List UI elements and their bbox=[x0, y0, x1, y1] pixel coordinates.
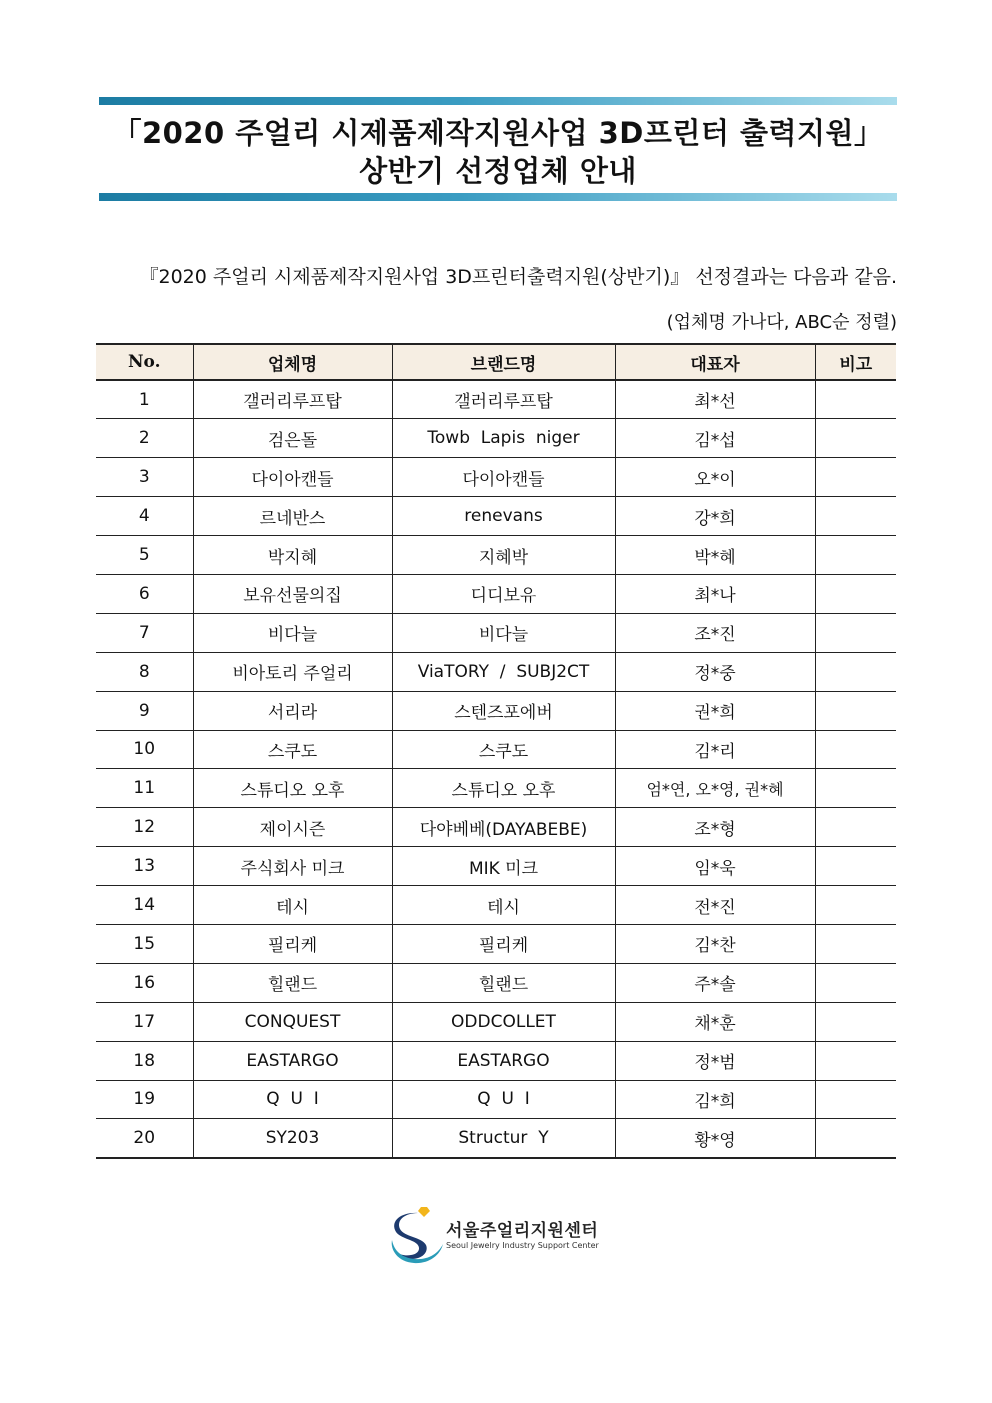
cell-representative: 김*찬 bbox=[615, 924, 815, 963]
table-row bbox=[96, 691, 896, 730]
cell-company: 스튜디오 오후 bbox=[193, 769, 392, 808]
cell-company: EASTARGO bbox=[193, 1041, 392, 1080]
cell-brand: 필리케 bbox=[392, 924, 615, 963]
cell-brand: 힐랜드 bbox=[392, 963, 615, 1002]
cell-company: 비다늘 bbox=[193, 613, 392, 652]
cell-no: 16 bbox=[96, 963, 193, 1002]
cell-brand: Structur Y bbox=[392, 1119, 615, 1158]
cell-no: 20 bbox=[96, 1119, 193, 1158]
cell-no: 19 bbox=[96, 1080, 193, 1119]
cell-company: 갤러리루프탑 bbox=[193, 380, 392, 419]
header-remarks: 비고 bbox=[815, 344, 896, 380]
cell-remarks bbox=[815, 1041, 896, 1080]
table-row bbox=[96, 808, 896, 847]
cell-brand: 스쿠도 bbox=[392, 730, 615, 769]
cell-company: CONQUEST bbox=[193, 1002, 392, 1041]
cell-no: 13 bbox=[96, 847, 193, 886]
cell-company: 박지혜 bbox=[193, 536, 392, 575]
cell-representative: 정*중 bbox=[615, 652, 815, 691]
cell-brand: Q U I bbox=[392, 1080, 615, 1119]
cell-remarks bbox=[815, 536, 896, 575]
cell-representative: 정*범 bbox=[615, 1041, 815, 1080]
cell-no: 14 bbox=[96, 886, 193, 925]
cell-remarks bbox=[815, 574, 896, 613]
cell-brand: 스텐즈포에버 bbox=[392, 691, 615, 730]
cell-no: 7 bbox=[96, 613, 193, 652]
title-bar-bottom bbox=[99, 193, 897, 201]
page-title: 「2020 주얼리 시제품제작지원사업 3D프린터 출력지원」 bbox=[112, 116, 884, 150]
cell-remarks bbox=[815, 691, 896, 730]
cell-brand: 스튜디오 오후 bbox=[392, 769, 615, 808]
cell-remarks bbox=[815, 847, 896, 886]
table-row bbox=[96, 652, 896, 691]
header-representative: 대표자 bbox=[615, 344, 815, 380]
table-row bbox=[96, 1080, 896, 1119]
cell-brand: 지혜박 bbox=[392, 536, 615, 575]
cell-company: 스쿠도 bbox=[193, 730, 392, 769]
cell-no: 8 bbox=[96, 652, 193, 691]
cell-no: 10 bbox=[96, 730, 193, 769]
cell-no: 18 bbox=[96, 1041, 193, 1080]
cell-remarks bbox=[815, 730, 896, 769]
cell-company: 비아토리 주얼리 bbox=[193, 652, 392, 691]
cell-brand: Towb Lapis niger bbox=[392, 419, 615, 458]
cell-representative: 김*희 bbox=[615, 1080, 815, 1119]
table-row bbox=[96, 769, 896, 808]
header-company: 업체명 bbox=[193, 344, 392, 380]
logo-name-english: Seoul Jewelry Industry Support Center bbox=[446, 1241, 599, 1250]
cell-no: 9 bbox=[96, 691, 193, 730]
table-row bbox=[96, 730, 896, 769]
table-row bbox=[96, 963, 896, 1002]
cell-company: 서리라 bbox=[193, 691, 392, 730]
header-no: No. bbox=[96, 344, 193, 380]
cell-brand: 비다늘 bbox=[392, 613, 615, 652]
cell-remarks bbox=[815, 769, 896, 808]
cell-no: 4 bbox=[96, 497, 193, 536]
cell-remarks bbox=[815, 963, 896, 1002]
table-row bbox=[96, 924, 896, 963]
cell-remarks bbox=[815, 808, 896, 847]
cell-brand: MIK 미크 bbox=[392, 847, 615, 886]
cell-remarks bbox=[815, 380, 896, 419]
cell-remarks bbox=[815, 886, 896, 925]
cell-no: 5 bbox=[96, 536, 193, 575]
cell-brand: 다야베베(DAYABEBE) bbox=[392, 808, 615, 847]
sort-note: (업체명 가나다, ABC순 정렬) bbox=[666, 312, 897, 333]
cell-no: 1 bbox=[96, 380, 193, 419]
cell-representative: 강*희 bbox=[615, 497, 815, 536]
page-subtitle: 상반기 선정업체 안내 bbox=[359, 154, 637, 188]
cell-representative: 조*형 bbox=[615, 808, 815, 847]
table-row bbox=[96, 380, 896, 419]
cell-remarks bbox=[815, 497, 896, 536]
cell-representative: 김*리 bbox=[615, 730, 815, 769]
table-row bbox=[96, 536, 896, 575]
table-row bbox=[96, 613, 896, 652]
table-row bbox=[96, 1041, 896, 1080]
cell-no: 2 bbox=[96, 419, 193, 458]
table-row bbox=[96, 886, 896, 925]
cell-brand: renevans bbox=[392, 497, 615, 536]
cell-company: 르네반스 bbox=[193, 497, 392, 536]
table-row bbox=[96, 419, 896, 458]
cell-brand: 디디보유 bbox=[392, 574, 615, 613]
title-bar-top bbox=[99, 97, 897, 105]
cell-no: 3 bbox=[96, 458, 193, 497]
cell-company: 검은돌 bbox=[193, 419, 392, 458]
cell-representative: 채*훈 bbox=[615, 1002, 815, 1041]
cell-no: 6 bbox=[96, 574, 193, 613]
cell-no: 17 bbox=[96, 1002, 193, 1041]
cell-remarks bbox=[815, 1080, 896, 1119]
cell-representative: 오*이 bbox=[615, 458, 815, 497]
cell-company: Q U I bbox=[193, 1080, 392, 1119]
cell-brand: ViaTORY / SUBJ2CT bbox=[392, 652, 615, 691]
cell-company: 테시 bbox=[193, 886, 392, 925]
cell-company: SY203 bbox=[193, 1119, 392, 1158]
table-row bbox=[96, 1002, 896, 1041]
cell-no: 11 bbox=[96, 769, 193, 808]
header-brand: 브랜드명 bbox=[392, 344, 615, 380]
cell-remarks bbox=[815, 1119, 896, 1158]
cell-representative: 박*혜 bbox=[615, 536, 815, 575]
cell-brand: ODDCOLLET bbox=[392, 1002, 615, 1041]
cell-remarks bbox=[815, 419, 896, 458]
cell-representative: 최*나 bbox=[615, 574, 815, 613]
logo-name-korean: 서울주얼리지원센터 bbox=[446, 1221, 599, 1241]
table-row bbox=[96, 458, 896, 497]
intro-text: 『2020 주얼리 시제품제작지원사업 3D프린터출력지원(상반기)』 선정결과는 다음과 같음. bbox=[139, 266, 897, 288]
cell-brand: 다이아캔들 bbox=[392, 458, 615, 497]
table-row bbox=[96, 497, 896, 536]
table-row bbox=[96, 1119, 896, 1158]
cell-company: 보유선물의집 bbox=[193, 574, 392, 613]
title-block bbox=[99, 97, 897, 201]
table-row bbox=[96, 574, 896, 613]
table-header-row bbox=[96, 344, 896, 380]
cell-remarks bbox=[815, 458, 896, 497]
cell-company: 제이시즌 bbox=[193, 808, 392, 847]
vendor-table bbox=[96, 343, 896, 1159]
cell-representative: 김*섭 bbox=[615, 419, 815, 458]
org-logo bbox=[388, 1204, 618, 1266]
cell-representative: 주*솔 bbox=[615, 963, 815, 1002]
cell-company: 주식회사 미크 bbox=[193, 847, 392, 886]
cell-brand: EASTARGO bbox=[392, 1041, 615, 1080]
cell-remarks bbox=[815, 652, 896, 691]
cell-company: 힐랜드 bbox=[193, 963, 392, 1002]
cell-company: 다이아캔들 bbox=[193, 458, 392, 497]
cell-representative: 엄*연, 오*영, 권*혜 bbox=[615, 769, 815, 808]
cell-remarks bbox=[815, 1002, 896, 1041]
cell-no: 15 bbox=[96, 924, 193, 963]
table-row bbox=[96, 847, 896, 886]
jewel-s-swirl-icon bbox=[388, 1204, 448, 1266]
cell-representative: 전*진 bbox=[615, 886, 815, 925]
cell-remarks bbox=[815, 924, 896, 963]
cell-brand: 갤러리루프탑 bbox=[392, 380, 615, 419]
cell-remarks bbox=[815, 613, 896, 652]
cell-company: 필리케 bbox=[193, 924, 392, 963]
cell-representative: 조*진 bbox=[615, 613, 815, 652]
cell-no: 12 bbox=[96, 808, 193, 847]
cell-representative: 최*선 bbox=[615, 380, 815, 419]
cell-representative: 권*희 bbox=[615, 691, 815, 730]
cell-brand: 테시 bbox=[392, 886, 615, 925]
cell-representative: 임*욱 bbox=[615, 847, 815, 886]
cell-representative: 황*영 bbox=[615, 1119, 815, 1158]
